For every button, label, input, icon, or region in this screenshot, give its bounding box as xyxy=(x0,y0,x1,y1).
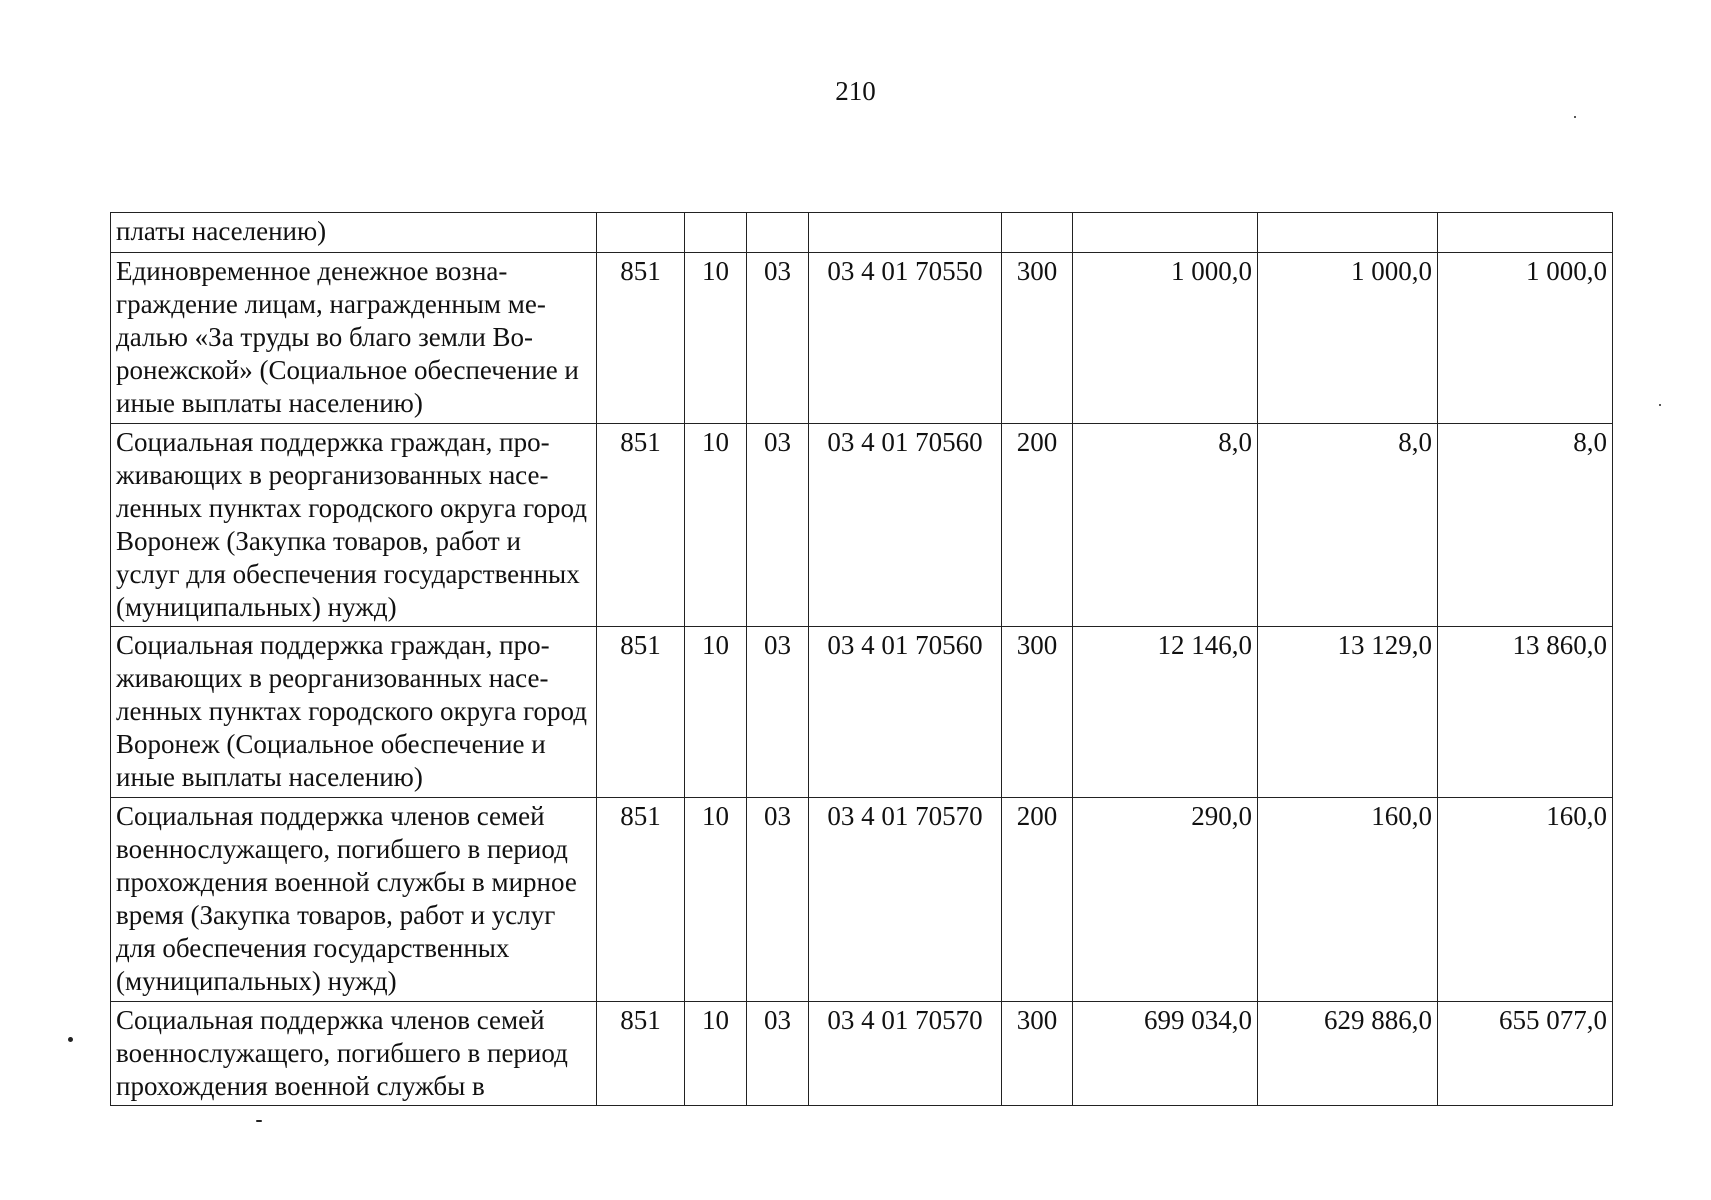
target-article-code: 03 4 01 70570 xyxy=(809,798,1002,1002)
amount-year-1: 290,0 xyxy=(1073,798,1258,1002)
expense-type-code: 300 xyxy=(1002,253,1073,424)
scan-speck xyxy=(256,1120,262,1122)
amount-year-1: 699 034,0 xyxy=(1073,1002,1258,1106)
amount-year-1 xyxy=(1073,213,1258,253)
amount-year-2 xyxy=(1258,213,1438,253)
section-code: 10 xyxy=(685,1002,747,1106)
budget-table xyxy=(110,212,1613,1106)
expense-type-code: 200 xyxy=(1002,798,1073,1002)
target-article-code: 03 4 01 70550 xyxy=(809,253,1002,424)
scan-speck xyxy=(1574,116,1576,118)
table-row xyxy=(111,627,1613,798)
expense-type-code xyxy=(1002,213,1073,253)
admin-code: 851 xyxy=(597,627,685,798)
admin-code: 851 xyxy=(597,798,685,1002)
admin-code: 851 xyxy=(597,1002,685,1106)
amount-year-2: 13 129,0 xyxy=(1258,627,1438,798)
table-row xyxy=(111,1002,1613,1106)
amount-year-3: 13 860,0 xyxy=(1438,627,1613,798)
row-description: Социальная поддержка членов семей военнослужащего, погибшего в период прохождения военной службы в xyxy=(111,1002,597,1106)
amount-year-2: 160,0 xyxy=(1258,798,1438,1002)
amount-year-2: 629 886,0 xyxy=(1258,1002,1438,1106)
page-number: 210 xyxy=(835,76,876,106)
amount-year-3: 655 077,0 xyxy=(1438,1002,1613,1106)
target-article-code: 03 4 01 70570 xyxy=(809,1002,1002,1106)
subsection-code: 03 xyxy=(747,424,809,627)
admin-code: 851 xyxy=(597,253,685,424)
amount-year-1: 12 146,0 xyxy=(1073,627,1258,798)
amount-year-3: 160,0 xyxy=(1438,798,1613,1002)
amount-year-3 xyxy=(1438,213,1613,253)
row-description: Социальная поддержка граждан, проживающих в реорганизованных населенных пунктах городского округа город Воронеж (Закупка товаров, работ и услуг для обеспечения государственных (муниципальных) нужд) xyxy=(111,424,597,627)
amount-year-2: 1 000,0 xyxy=(1258,253,1438,424)
section-code: 10 xyxy=(685,253,747,424)
row-description: Социальная поддержка членов семей военнослужащего, погибшего в период прохождения военной службы в мирное время (Закупка товаров, работ и услуг для обеспечения государственных (муниципальных) нужд) xyxy=(111,798,597,1002)
amount-year-3: 1 000,0 xyxy=(1438,253,1613,424)
amount-year-3: 8,0 xyxy=(1438,424,1613,627)
section-code: 10 xyxy=(685,798,747,1002)
amount-year-1: 1 000,0 xyxy=(1073,253,1258,424)
scan-speck xyxy=(1659,404,1661,406)
row-description: платы населению) xyxy=(111,213,597,253)
expense-type-code: 300 xyxy=(1002,627,1073,798)
table-row xyxy=(111,213,1613,253)
subsection-code: 03 xyxy=(747,798,809,1002)
row-description: Социальная поддержка граждан, проживающих в реорганизованных населенных пунктах городского округа город Воронеж (Социальное обеспечение и иные выплаты населению) xyxy=(111,627,597,798)
section-code: 10 xyxy=(685,424,747,627)
subsection-code: 03 xyxy=(747,627,809,798)
section-code xyxy=(685,213,747,253)
table-row xyxy=(111,798,1613,1002)
amount-year-2: 8,0 xyxy=(1258,424,1438,627)
scan-speck xyxy=(68,1037,73,1042)
table-row xyxy=(111,424,1613,627)
admin-code xyxy=(597,213,685,253)
subsection-code xyxy=(747,213,809,253)
subsection-code: 03 xyxy=(747,253,809,424)
table-row xyxy=(111,253,1613,424)
target-article-code: 03 4 01 70560 xyxy=(809,424,1002,627)
target-article-code xyxy=(809,213,1002,253)
amount-year-1: 8,0 xyxy=(1073,424,1258,627)
expense-type-code: 300 xyxy=(1002,1002,1073,1106)
target-article-code: 03 4 01 70560 xyxy=(809,627,1002,798)
subsection-code: 03 xyxy=(747,1002,809,1106)
admin-code: 851 xyxy=(597,424,685,627)
section-code: 10 xyxy=(685,627,747,798)
expense-type-code: 200 xyxy=(1002,424,1073,627)
row-description: Единовременное денежное вознаграждение лицам, награжденным медалью «За труды во благо земли Воронежской» (Социальное обеспечение и иные выплаты населению) xyxy=(111,253,597,424)
